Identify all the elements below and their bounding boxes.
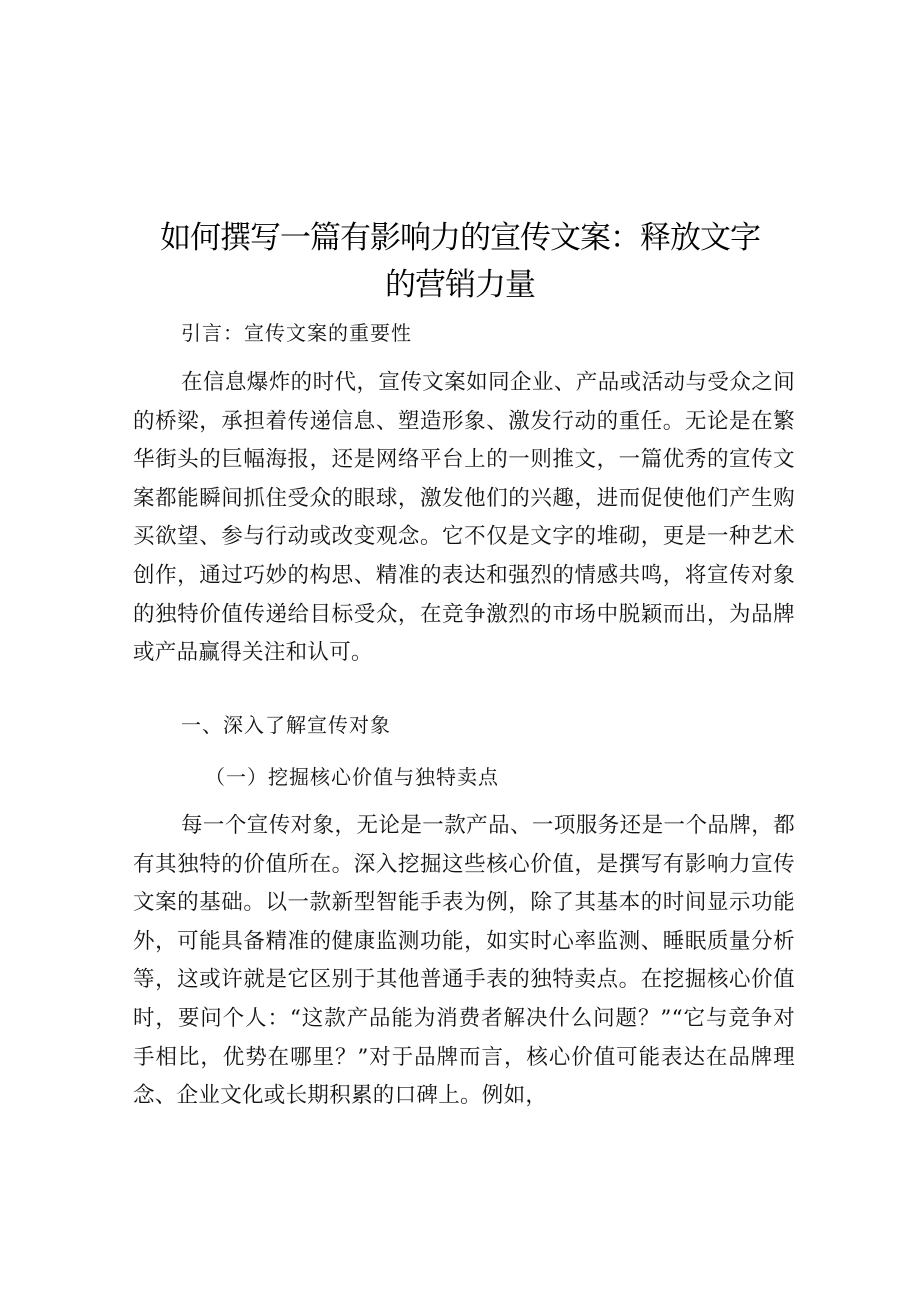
section-1-heading: 一、深入了解宣传对象 bbox=[181, 713, 391, 737]
intro-heading: 引言：宣传文案的重要性 bbox=[181, 321, 412, 345]
section-1-paragraph: 每一个宣传对象，无论是一款产品、一项服务还是一个品牌，都有其独特的价值所在。深入挖掘这些核心价值，是撰写有影响力宣传文案的基础。以一款新型智能手表为例，除了其基本的时间显示功能外，可能具备精准的健康监测功能，如实时心率监测、睡眠质量分析等，这或许就是它区别于其他普通手表的独特卖点。在挖掘核心价值时，要问个人：“这款产品能为消费者解决什么问题？”“它与竞争对手相比，优势在哪里？”对于品牌而言，核心价值可能表达在品牌理念、企业文化或长期积累的口碑上。例如， bbox=[133, 813, 795, 1109]
document-title-line-1: 如何撰写一篇有影响力的宣传文案：释放文字 bbox=[160, 220, 760, 256]
subsection-1-heading: （一）挖掘核心价值与独特卖点 bbox=[205, 765, 499, 789]
intro-paragraph: 在信息爆炸的时代，宣传文案如同企业、产品或活动与受众之间的桥梁，承担着传递信息、塑造形象、激发行动的重任。无论是在繁华街头的巨幅海报，还是网络平台上的一则推文，一篇优秀的宣传文案都能瞬间抓住受众的眼球，激发他们的兴趣，进而促使他们产生购买欲望、参与行动或改变观念。它不仅是文字的堆砌，更是一种艺术创作，通过巧妙的构思、精准的表达和强烈的情感共鸣，将宣传对象的独特价值传递给目标受众，在竞争激烈的市场中脱颖而出，为品牌或产品赢得关注和认可。 bbox=[133, 370, 795, 666]
document-title-line-2: 的营销力量 bbox=[385, 267, 535, 303]
